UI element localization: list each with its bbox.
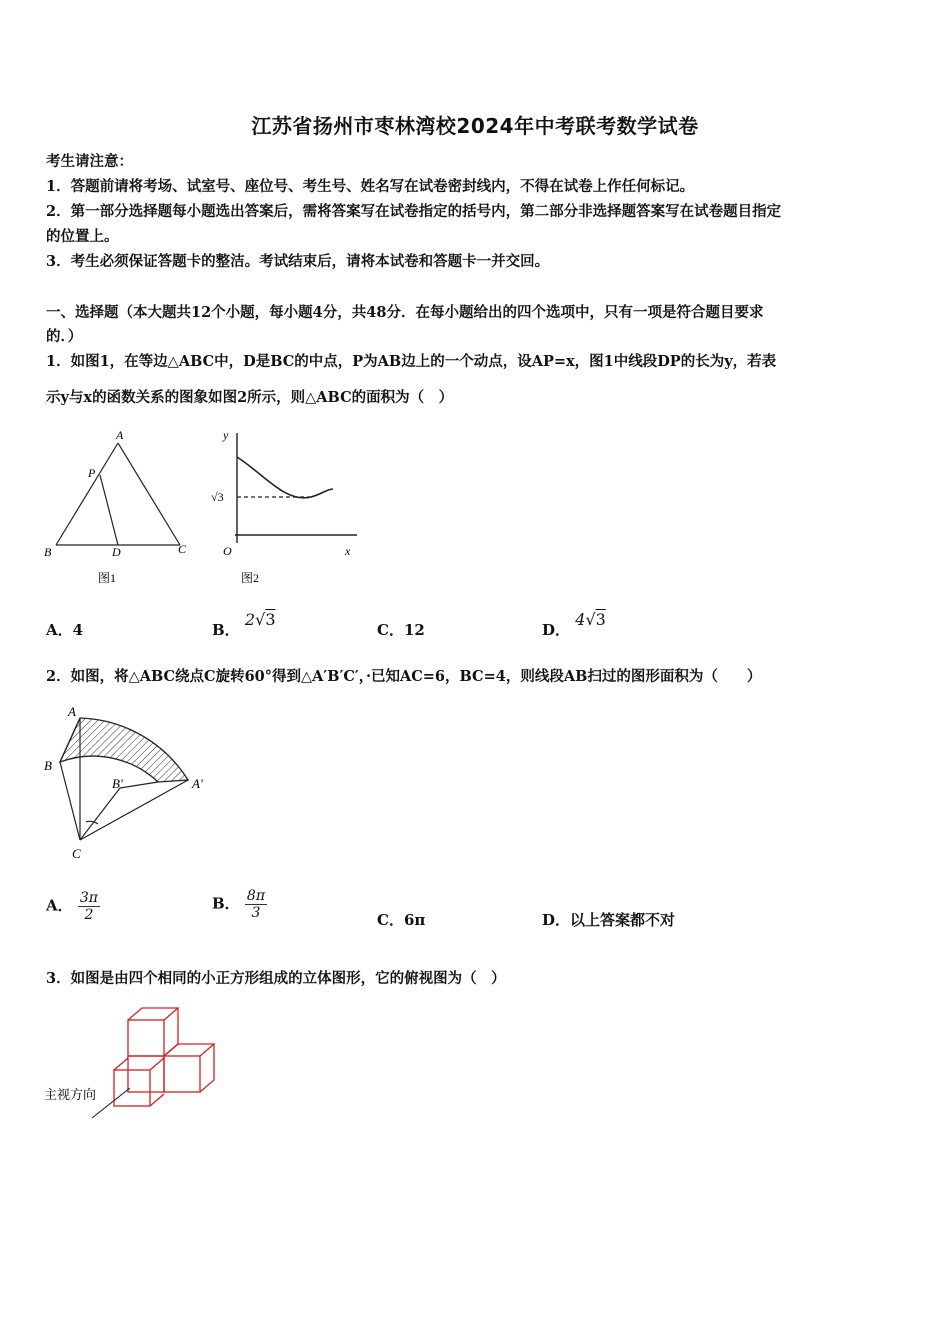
q2-stem: 2．如图，将△ABC绕点C旋转60°得到△A′B′C′，·已知AC=6，BC=4，则线段AB扫过的图形面积为（ ） (46, 668, 762, 685)
section-heading-cont: 的．） (46, 328, 83, 345)
q1-option-c[interactable]: C．12 (377, 621, 425, 639)
label-B: B (44, 758, 52, 773)
label-D: D (112, 545, 121, 559)
q1-option-a[interactable]: A．4 (46, 621, 84, 639)
label-B-prime: B′ (112, 776, 123, 791)
q1-figure-2 (205, 425, 365, 595)
q3-figure (40, 1000, 240, 1125)
page-title: 江苏省扬州市枣林湾校2024年中考联考数学试卷 (251, 114, 699, 138)
q1-option-d[interactable]: D． 4√3 (542, 610, 606, 639)
label-A: A (116, 428, 124, 442)
axis-y-label: y (223, 428, 229, 442)
q2-option-d[interactable]: D．以上答案都不对 (542, 911, 676, 929)
q1-option-b[interactable]: B． 2√3 (212, 610, 276, 639)
q1-figure-1 (40, 425, 200, 595)
root3-label: √3 (211, 490, 224, 504)
q1-stem-cont: 示y与x的函数关系的图象如图2所示，则△ABC的面积为（ ） (46, 389, 454, 406)
label-A-prime: A′ (192, 776, 203, 791)
origin-label: O (223, 544, 232, 558)
q1-stem: 1．如图1，在等边△ABC中，D是BC的中点，P为AB边上的一个动点，设AP=x，图1中线段DP的长为y，若表 (46, 353, 777, 370)
label-A: A (68, 704, 76, 719)
notice-item-2-cont: 的位置上。 (46, 228, 119, 245)
notice-item-2: 2．第一部分选择题每小题选出答案后，需将答案写在试卷指定的括号内，第二部分非选择题答案写在试卷题目指定 (46, 203, 782, 220)
label-C: C (178, 542, 187, 556)
q3-stem: 3．如图是由四个相同的小正方形组成的立体图形，它的俯视图为（ ） (46, 970, 506, 987)
notice-heading: 考生请注意： (46, 153, 133, 170)
cube-stack (114, 1008, 214, 1106)
fig2-caption: 图2 (241, 571, 260, 585)
q2-figure (40, 700, 220, 870)
section-heading: 一、选择题（本大题共12个小题，每小题4分，共48分．在每小题给出的四个选项中，只有一项是符合题目要求 (46, 304, 764, 321)
axis-x-label: x (345, 544, 351, 558)
q2-option-a[interactable]: A． $\frac{3\pi}{2}$ (46, 890, 98, 923)
notice-item-3: 3．考生必须保证答题卡的整洁。考试结束后，请将本试卷和答题卡一并交回。 (46, 253, 550, 270)
fig1-caption: 图1 (98, 571, 117, 585)
notice-item-1: 1．答题前请将考场、试室号、座位号、考生号、姓名写在试卷密封线内，不得在试卷上作任何标记。 (46, 178, 695, 195)
label-C: C (72, 846, 81, 861)
q2-option-c[interactable]: C．6π (377, 911, 426, 929)
q2-option-b[interactable]: B． $\frac{8\pi}{3}$ (212, 888, 266, 921)
view-direction-label: 主视方向 (44, 1087, 97, 1102)
label-P: P (88, 466, 96, 480)
label-B: B (44, 545, 52, 559)
